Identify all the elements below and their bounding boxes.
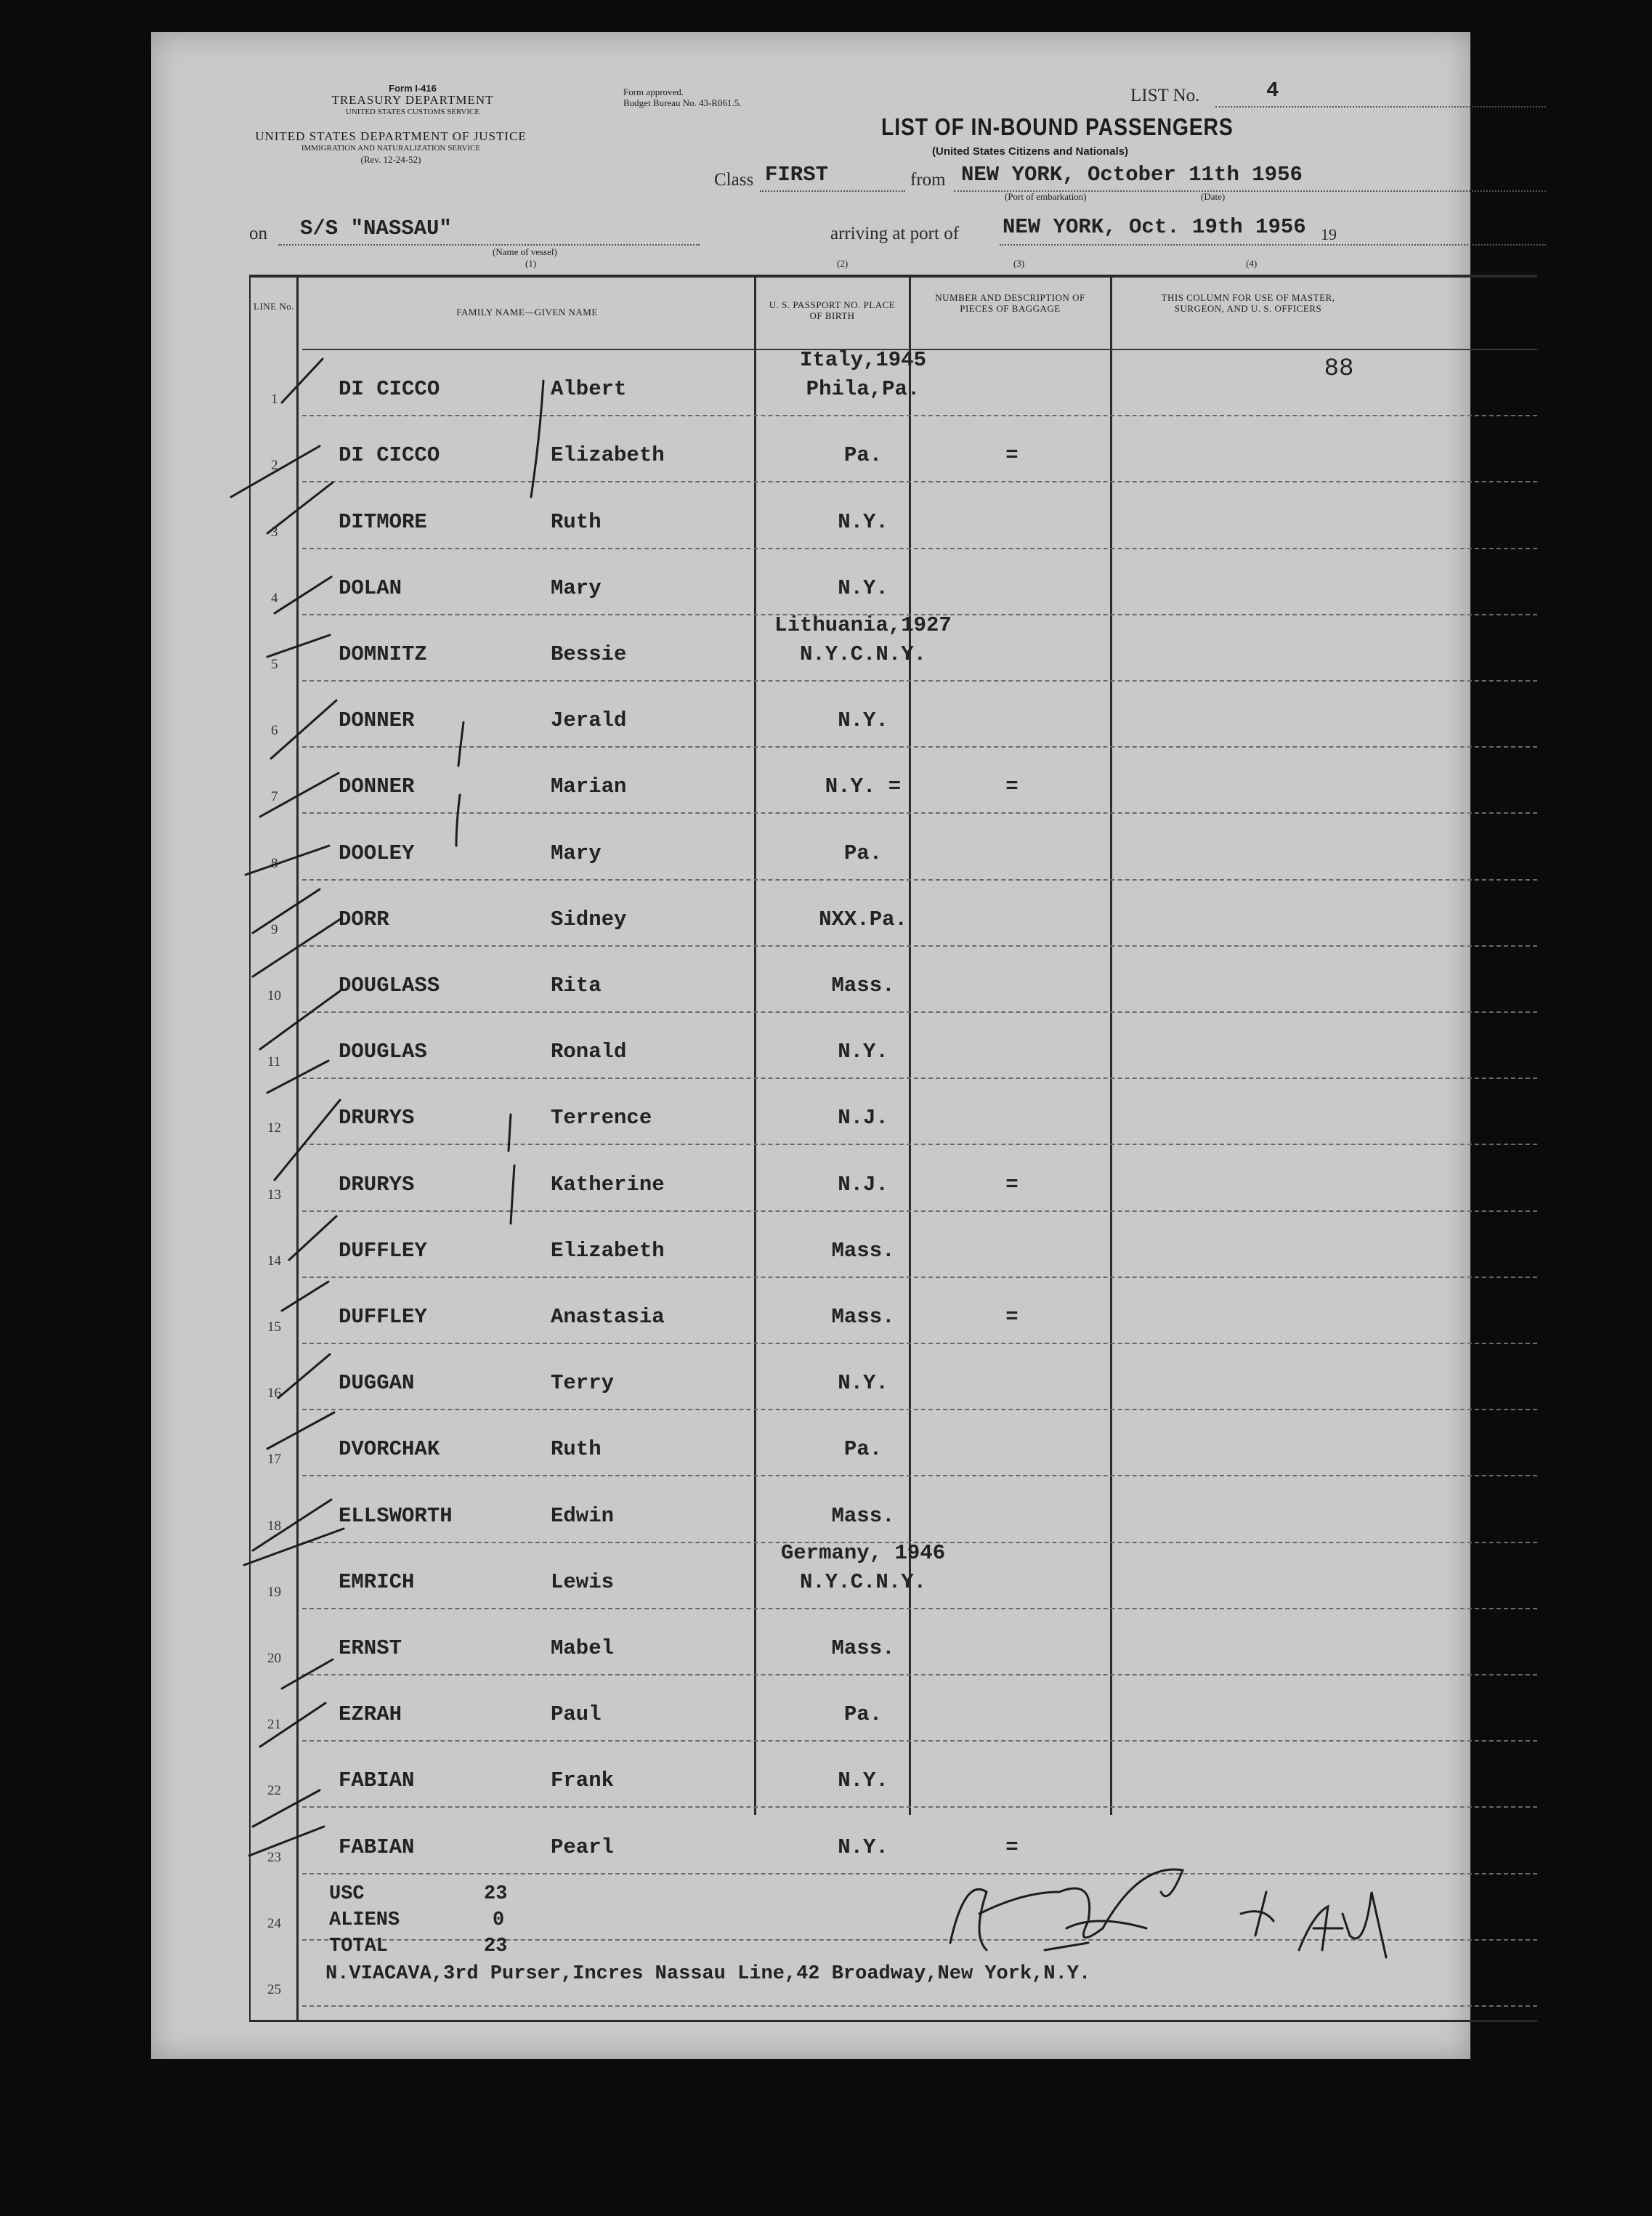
line-number: 1 — [271, 392, 278, 408]
family-name: DOUGLAS — [339, 1040, 427, 1064]
class-label: Class — [714, 170, 754, 190]
place-of-birth: Pa. — [843, 841, 883, 865]
row-rule — [302, 1409, 1537, 1410]
place-of-birth: N.Y. — [838, 1768, 888, 1793]
line-number: 5 — [271, 657, 278, 672]
given-name: Bessie — [551, 642, 627, 666]
baggage-entry: = — [1005, 443, 1019, 468]
place-of-birth: Pa. — [843, 1702, 883, 1727]
col-marker-2: (2) — [837, 258, 849, 269]
family-name: DRURYS — [339, 1106, 415, 1131]
list-label: LIST No. — [1130, 86, 1200, 105]
col-header-passport: U. S. PASSPORT NO. PLACE OF BIRTH — [769, 299, 896, 321]
family-name: DOLAN — [339, 575, 402, 600]
family-name: DUFFLEY — [339, 1238, 427, 1263]
given-name: Katherine — [551, 1172, 665, 1197]
on-label: on — [249, 224, 267, 243]
form-approved: Form approved. — [623, 86, 684, 97]
family-name: DOUGLASS — [339, 974, 440, 998]
row-rule — [302, 481, 1537, 482]
given-name: Albert — [551, 377, 627, 402]
line-number: 7 — [271, 789, 278, 805]
place-of-birth-detail: Italy,1945 — [799, 348, 927, 373]
family-name: EZRAH — [339, 1702, 402, 1727]
col-header-baggage: NUMBER AND DESCRIPTION OF PIECES OF BAGGAGE — [935, 292, 1085, 314]
family-name: DORR — [339, 907, 389, 931]
port-embarkation-caption: (Port of embarkation) — [1005, 191, 1087, 202]
place-of-birth: N.Y. — [838, 1040, 888, 1064]
family-name: DRURYS — [339, 1172, 415, 1197]
place-of-birth: N.Y. — [838, 575, 888, 600]
usc-label: USC — [329, 1883, 365, 1905]
row-rule — [302, 1144, 1537, 1145]
family-name: DOMNITZ — [339, 642, 427, 666]
baggage-entry: = — [1005, 1305, 1019, 1329]
row-rule — [302, 1475, 1537, 1476]
given-name: Pearl — [551, 1835, 615, 1859]
given-name: Elizabeth — [551, 1238, 665, 1263]
row-rule — [302, 1011, 1537, 1013]
given-name: Mary — [551, 841, 602, 865]
class-value: FIRST — [765, 163, 829, 187]
vessel-underline — [278, 244, 700, 246]
given-name: Terry — [551, 1371, 615, 1396]
given-name: Ruth — [551, 1437, 602, 1462]
place-of-birth: N.Y. — [838, 708, 888, 733]
row-rule — [302, 1277, 1537, 1278]
row-rule — [302, 2005, 1537, 2007]
purser-line: N.VIACAVA,3rd Purser,Incres Nassau Line,42 Broadway,New York,N.Y. — [325, 1963, 1091, 1985]
passenger-manifest-page — [151, 32, 1470, 2059]
given-name: Terrence — [551, 1106, 652, 1131]
family-name: DUFFLEY — [339, 1305, 427, 1329]
form-number: Form I-416 — [389, 83, 437, 94]
family-name: FABIAN — [339, 1768, 415, 1793]
list-underline — [1215, 106, 1546, 108]
line-number: 10 — [267, 988, 281, 1003]
line-number: 18 — [267, 1518, 281, 1534]
col-marker-1: (1) — [525, 258, 537, 269]
family-name: EMRICH — [339, 1569, 415, 1594]
total-label: TOTAL — [329, 1936, 389, 1957]
baggage-entry: = — [1005, 1835, 1019, 1859]
col-marker-3: (3) — [1013, 258, 1025, 269]
place-of-birth: N.Y. — [838, 1835, 888, 1859]
line-number: 20 — [267, 1651, 281, 1666]
place-of-birth-detail: Lithuania,1927 — [774, 613, 952, 637]
family-name: DI CICCO — [339, 377, 440, 402]
family-name: FABIAN — [339, 1835, 415, 1859]
line-number: 4 — [271, 590, 278, 606]
row-rule — [302, 1077, 1537, 1079]
row-rule — [302, 1674, 1537, 1675]
ins-service: IMMIGRATION AND NATURALIZATION SERVICE — [301, 144, 481, 153]
col-divider-line — [296, 275, 299, 2022]
baggage-entry: = — [1005, 775, 1019, 799]
aliens-value: 0 — [493, 1909, 505, 1931]
place-of-birth: Mass. — [831, 1636, 895, 1660]
given-name: Mary — [551, 575, 602, 600]
from-label: from — [910, 170, 946, 190]
from-value: NEW YORK, October 11th 1956 — [961, 163, 1303, 187]
place-of-birth: Pa. — [843, 1437, 883, 1462]
place-of-birth: N.Y. — [838, 509, 888, 534]
given-name: Anastasia — [551, 1305, 665, 1329]
date-caption: (Date) — [1201, 191, 1226, 202]
customs-service: UNITED STATES CUSTOMS SERVICE — [345, 108, 480, 116]
given-name: Ruth — [551, 509, 602, 534]
family-name: DI CICCO — [339, 443, 440, 468]
line-number: 24 — [267, 1915, 281, 1931]
table-bottom-rule — [249, 2020, 1537, 2022]
family-name: DITMORE — [339, 509, 427, 534]
table-left-border — [249, 275, 251, 2022]
given-name: Sidney — [551, 907, 627, 931]
line-number: 16 — [267, 1386, 281, 1402]
table-top-rule — [249, 275, 1537, 278]
row-rule — [302, 746, 1537, 748]
place-of-birth-detail: Germany, 1946 — [780, 1540, 946, 1565]
line-number: 23 — [267, 1849, 281, 1865]
aliens-label: ALIENS — [329, 1909, 400, 1931]
line-number: 17 — [267, 1452, 281, 1468]
line-number: 2 — [271, 458, 278, 474]
family-name: DONNER — [339, 708, 415, 733]
given-name: Jerald — [551, 708, 627, 733]
line-number: 12 — [267, 1120, 281, 1136]
row-rule — [302, 945, 1537, 947]
row-rule — [302, 680, 1537, 682]
revision: (Rev. 12-24-52) — [360, 154, 421, 165]
line-number: 15 — [267, 1319, 281, 1335]
page-title: LIST OF IN-BOUND PASSENGERS — [881, 113, 1234, 140]
family-name: DONNER — [339, 775, 415, 799]
line-number: 8 — [271, 855, 278, 871]
place-of-birth: Mass. — [831, 974, 895, 998]
line-number: 9 — [271, 921, 278, 937]
place-of-birth: Mass. — [831, 1503, 895, 1528]
place-of-birth: N.Y. — [838, 1371, 888, 1396]
row-rule — [302, 1343, 1537, 1344]
arriving-value: NEW YORK, Oct. 19th 1956 — [1003, 215, 1306, 239]
justice-department: UNITED STATES DEPARTMENT OF JUSTICE — [255, 129, 527, 143]
class-underline — [760, 190, 905, 192]
family-name: DVORCHAK — [339, 1437, 440, 1462]
line-number: 25 — [267, 1982, 281, 1997]
line-number: 19 — [267, 1584, 281, 1600]
place-of-birth: NXX.Pa. — [819, 907, 907, 931]
place-of-birth: Pa. — [843, 443, 883, 468]
row-rule — [302, 1608, 1537, 1609]
vessel-name: S/S "NASSAU" — [300, 217, 452, 240]
total-value: 23 — [484, 1936, 508, 1957]
arriving-label: arriving at port of — [830, 224, 960, 243]
officer-note: 88 — [1324, 355, 1354, 384]
row-rule — [302, 812, 1537, 814]
given-name: Ronald — [551, 1040, 627, 1064]
row-rule — [302, 548, 1537, 549]
col-header-line-no: LINE No. — [254, 301, 294, 312]
list-number: 4 — [1266, 78, 1279, 102]
line-number: 6 — [271, 723, 278, 739]
given-name: Marian — [551, 775, 627, 799]
place-of-birth: N.J. — [838, 1106, 888, 1131]
line-number: 13 — [267, 1186, 281, 1202]
arriving-underline — [1000, 244, 1546, 246]
given-name: Elizabeth — [551, 443, 665, 468]
given-name: Paul — [551, 1702, 602, 1727]
family-name: ELLSWORTH — [339, 1503, 453, 1528]
given-name: Lewis — [551, 1569, 615, 1594]
given-name: Edwin — [551, 1503, 615, 1528]
family-name: DUGGAN — [339, 1371, 415, 1396]
given-name: Mabel — [551, 1636, 615, 1660]
line-number: 3 — [271, 524, 278, 540]
treasury-department: TREASURY DEPARTMENT — [331, 93, 494, 107]
col-marker-4: (4) — [1246, 258, 1258, 269]
col-divider-baggage — [1110, 275, 1112, 1815]
year-suffix: 19 — [1321, 225, 1337, 243]
usc-value: 23 — [484, 1883, 508, 1905]
place-of-birth: Mass. — [831, 1238, 895, 1263]
place-of-birth: N.Y. = — [825, 775, 902, 799]
line-number: 22 — [267, 1783, 281, 1799]
line-number: 21 — [267, 1717, 281, 1733]
line-number: 14 — [267, 1253, 281, 1269]
check-mark — [282, 359, 323, 403]
place-of-birth: Mass. — [831, 1305, 895, 1329]
row-rule — [302, 415, 1537, 416]
place-of-birth: N.J. — [838, 1172, 888, 1197]
col-header-officers: THIS COLUMN FOR USE OF MASTER, SURGEON, AND U. S. OFFICERS — [1161, 292, 1335, 314]
place-of-birth: N.Y.C.N.Y. — [799, 642, 927, 666]
row-rule — [302, 1210, 1537, 1212]
row-rule — [302, 1873, 1537, 1875]
row-rule — [302, 1740, 1537, 1742]
family-name: DOOLEY — [339, 841, 415, 865]
family-name: ERNST — [339, 1636, 402, 1660]
place-of-birth: N.Y.C.N.Y. — [799, 1569, 927, 1594]
line-number: 11 — [267, 1054, 281, 1070]
given-name: Rita — [551, 974, 602, 998]
row-rule — [302, 1806, 1537, 1808]
col-header-name: FAMILY NAME—GIVEN NAME — [456, 307, 598, 318]
place-of-birth: Phila,Pa. — [806, 377, 920, 402]
given-name: Frank — [551, 1768, 615, 1793]
page-subtitle: (United States Citizens and Nationals) — [932, 145, 1129, 158]
budget-bureau: Budget Bureau No. 43-R061.5. — [623, 97, 742, 108]
row-rule — [302, 879, 1537, 881]
baggage-entry: = — [1005, 1172, 1019, 1197]
vessel-caption: (Name of vessel) — [493, 246, 557, 257]
